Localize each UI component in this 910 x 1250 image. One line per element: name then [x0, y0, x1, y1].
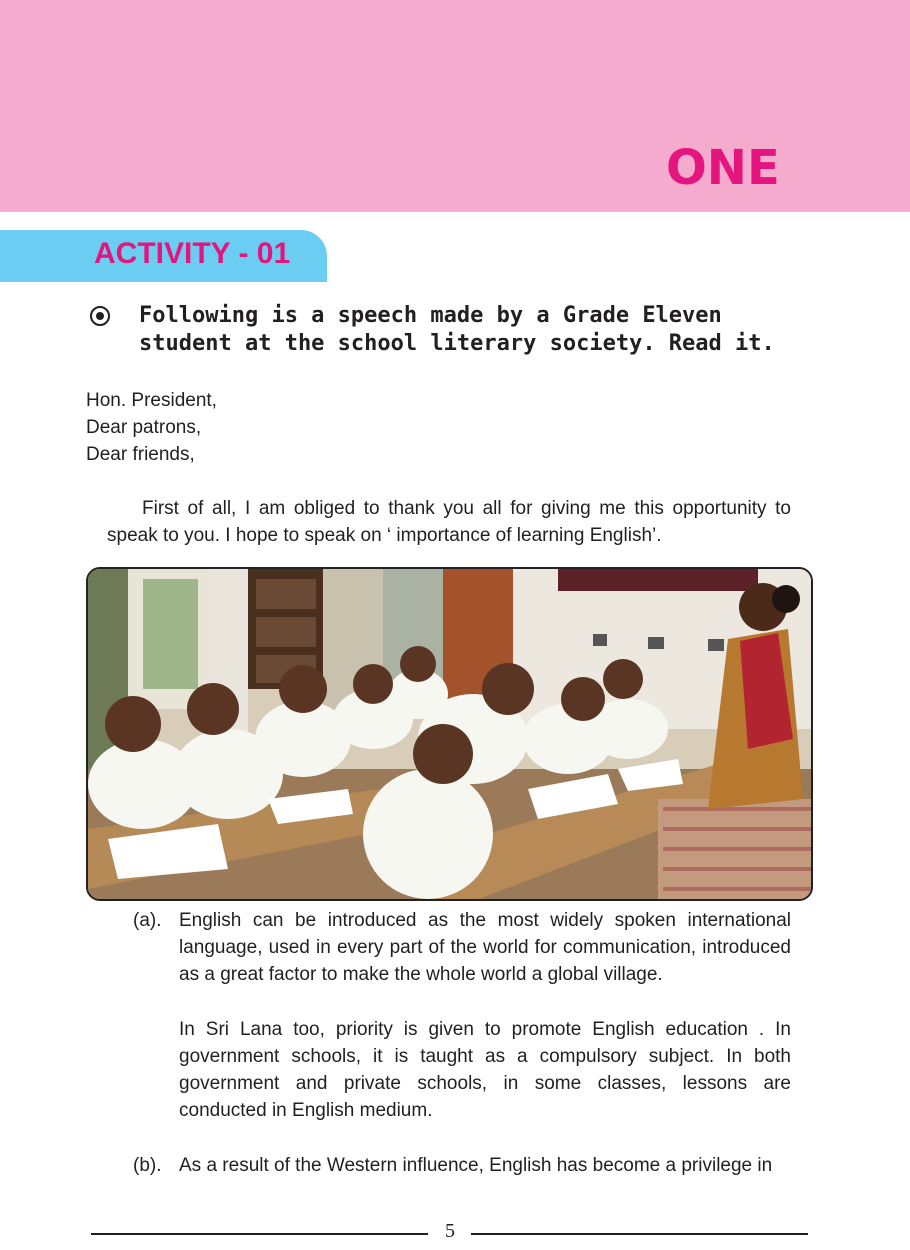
- point-label: (a).: [133, 910, 162, 931]
- salutation-line: Dear friends,: [86, 444, 195, 465]
- footer-rule-right: [471, 1233, 808, 1235]
- salutation: [86, 387, 217, 468]
- salutation-line: Hon. President,: [86, 390, 217, 411]
- salutation-line: Dear patrons,: [86, 417, 202, 438]
- point-label: (b).: [133, 1155, 162, 1176]
- activity-title: ACTIVITY - 01: [94, 237, 291, 270]
- unit-title: ONE: [666, 140, 780, 196]
- page-number: 5: [445, 1220, 455, 1242]
- classroom-photo: [86, 567, 813, 901]
- instruction-text: Following is a speech made by a Grade Eleven student at the school literary society. Read it.: [139, 303, 775, 356]
- footer-rule-left: [91, 1233, 428, 1235]
- point-paragraph: As a result of the Western influence, English has become a privilege in: [179, 1155, 773, 1176]
- intro-paragraph: First of all, I am obliged to thank you all for giving me this opportunity to speak to you. I hope to speak on ‘ importance of learning English’.: [107, 498, 791, 546]
- target-bullet-icon: [90, 306, 110, 326]
- point-paragraph: English can be introduced as the most widely spoken international language, used in every part of the world for communication, introduced as a great factor to make the whole world a global village.: [179, 910, 791, 985]
- point-paragraph: In Sri Lana too, priority is given to promote English education . In government schools, it is taught as a compulsory subject. In both government and private schools, in some classes, lessons are conducted in English medium.: [179, 1019, 791, 1121]
